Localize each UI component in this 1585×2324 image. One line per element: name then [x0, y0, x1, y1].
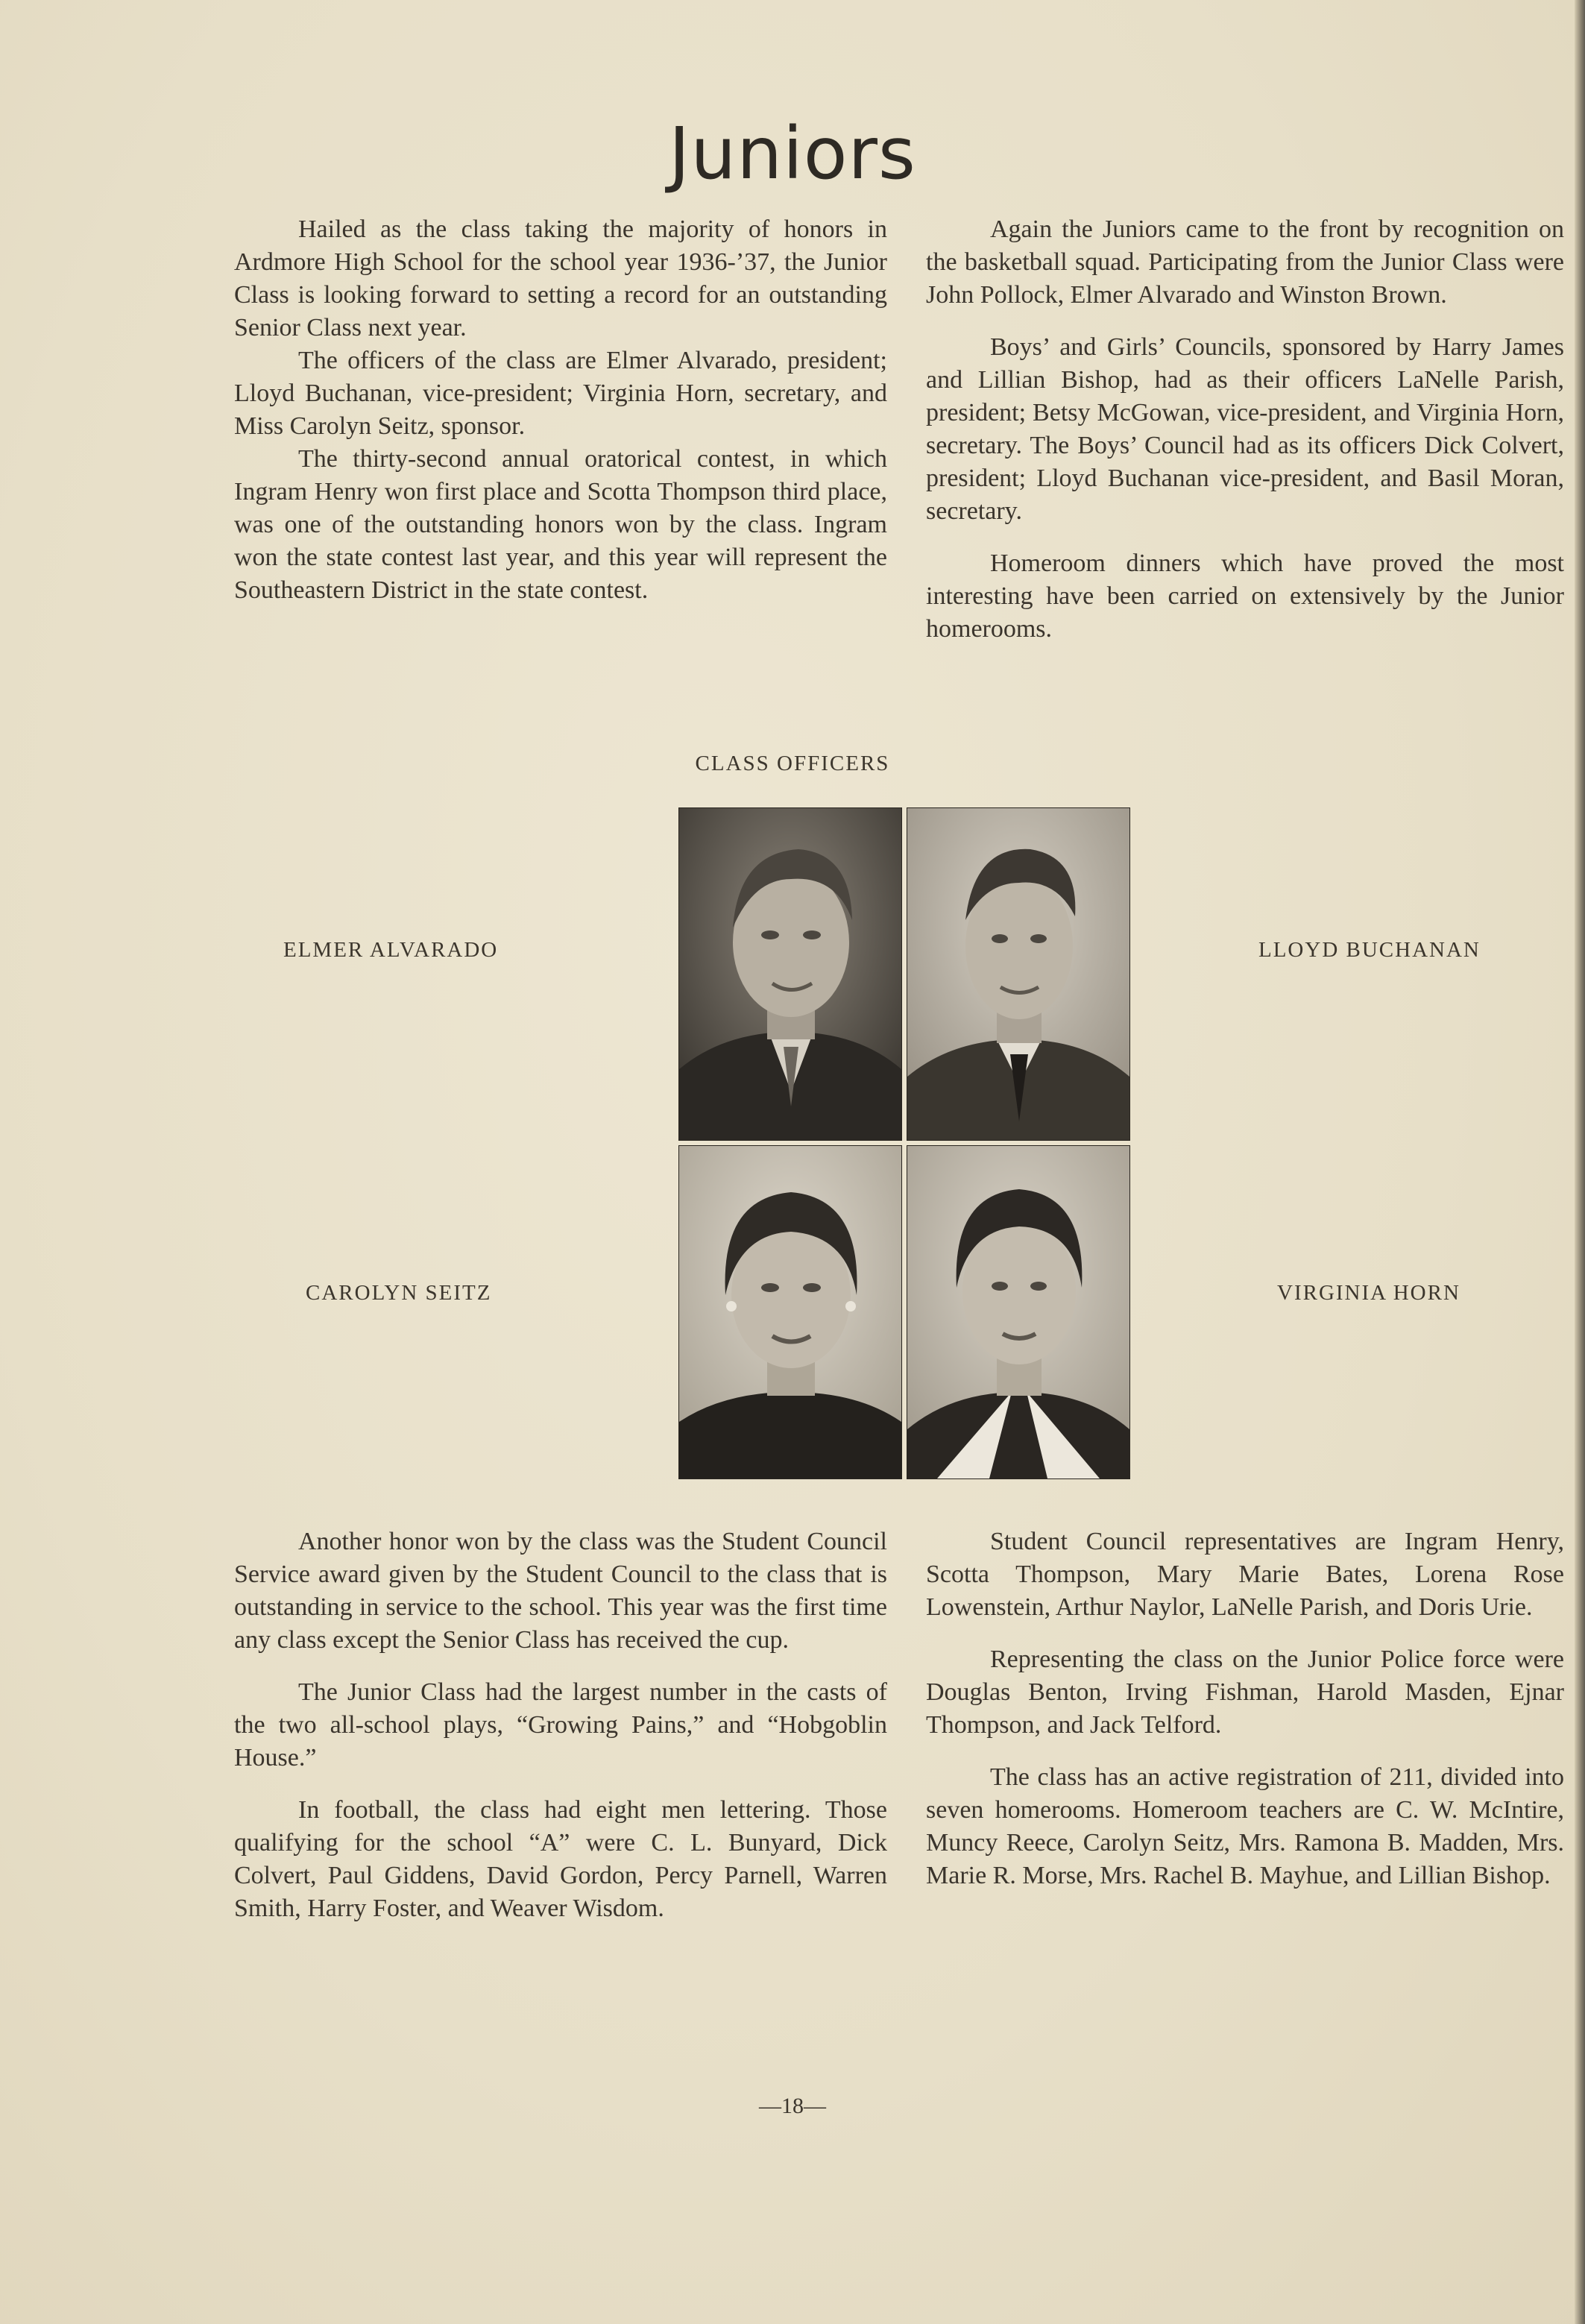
page-title: Juniors: [669, 112, 916, 195]
page-number: —18—: [759, 2094, 826, 2118]
text-column-bottom-left: [234, 1525, 887, 1925]
officer-caption-president: ELMER ALVARADO: [283, 938, 499, 962]
paragraph: The officers of the class are Elmer Alvarado, president; Lloyd Buchanan, vice-president; Virginia Horn, secretary, and Miss Carolyn Seitz, sponsor.: [234, 347, 887, 440]
paragraph: Again the Juniors came to the front by recognition on the basketball squad. Participating from the Junior Class were John Pollock, Elmer Alvarado and Winston Brown.: [926, 215, 1564, 309]
portrait-photo-alvarado: [678, 807, 902, 1141]
paragraph: Representing the class on the Junior Police force were Douglas Benton, Irving Fishman, Harold Masden, Ejnar Thompson, and Jack Telford.: [926, 1646, 1564, 1739]
paragraph: In football, the class had eight men lettering. Those qualifying for the school “A” were C. L. Bunyard, Dick Colvert, Paul Giddens, David Gordon, Percy Parnell, Warren Smith, Harry Foster, and Weaver Wisdom.: [234, 1796, 887, 1922]
paragraph: Hailed as the class taking the majority of honors in Ardmore High School for the school year 1936-’37, the Junior Class is looking forward to setting a record for an outstanding Senior Class next year.: [234, 215, 887, 341]
text-column-top-right: [926, 213, 1564, 646]
officer-caption-secretary: VIRGINIA HORN: [1277, 1281, 1460, 1305]
officer-caption-sponsor: CAROLYN SEITZ: [306, 1281, 492, 1305]
text-column-top-left: [234, 213, 887, 607]
paragraph: Student Council representatives are Ingram Henry, Scotta Thompson, Mary Marie Bates, Lorena Rose Lowenstein, Arthur Naylor, LaNelle Parish, and Doris Urie.: [926, 1528, 1564, 1621]
portrait-photo-seitz: [678, 1145, 902, 1479]
paragraph: The Junior Class had the largest number in the casts of the two all-school plays, “Growing Pains,” and “Hobgoblin House.”: [234, 1678, 887, 1772]
portrait-photo-buchanan: [907, 807, 1130, 1141]
paragraph: The class has an active registration of 211, divided into seven homerooms. Homeroom teachers are C. W. McIntire, Muncy Reece, Carolyn Seitz, Mrs. Ramona B. Madden, Mrs. Marie R. Morse, Mrs. Rachel B. Mayhue, and Lillian Bishop.: [926, 1763, 1564, 1889]
paragraph: The thirty-second annual oratorical contest, in which Ingram Henry won first place and Scotta Thompson third place, was one of the outstanding honors won by the class. Ingram won the state contest last year, and this year will represent the Southeastern District in the state contest.: [234, 445, 887, 604]
portrait-photo-horn: [907, 1145, 1130, 1479]
paragraph: Boys’ and Girls’ Councils, sponsored by Harry James and Lillian Bishop, had as their officers LaNelle Parish, president; Betsy McGowan, vice-president, and Virginia Horn, secretary. The Boys’ Council had as its officers Dick Colvert, president; Lloyd Buchanan vice-president, and Basil Moran, secretary.: [926, 333, 1564, 525]
paragraph: Homeroom dinners which have proved the most interesting have been carried on extensively by the Junior homerooms.: [926, 549, 1564, 643]
text-column-bottom-right: [926, 1525, 1564, 1892]
paragraph: Another honor won by the class was the Student Council Service award given by the Student Council to the class that is outstanding in service to the school. This year was the first time any class except the Senior Class has received the cup.: [234, 1528, 887, 1654]
page-edge-shadow: [1575, 0, 1585, 2324]
officer-caption-vice-president: LLOYD BUCHANAN: [1258, 938, 1481, 962]
class-officers-heading: CLASS OFFICERS: [695, 752, 890, 775]
